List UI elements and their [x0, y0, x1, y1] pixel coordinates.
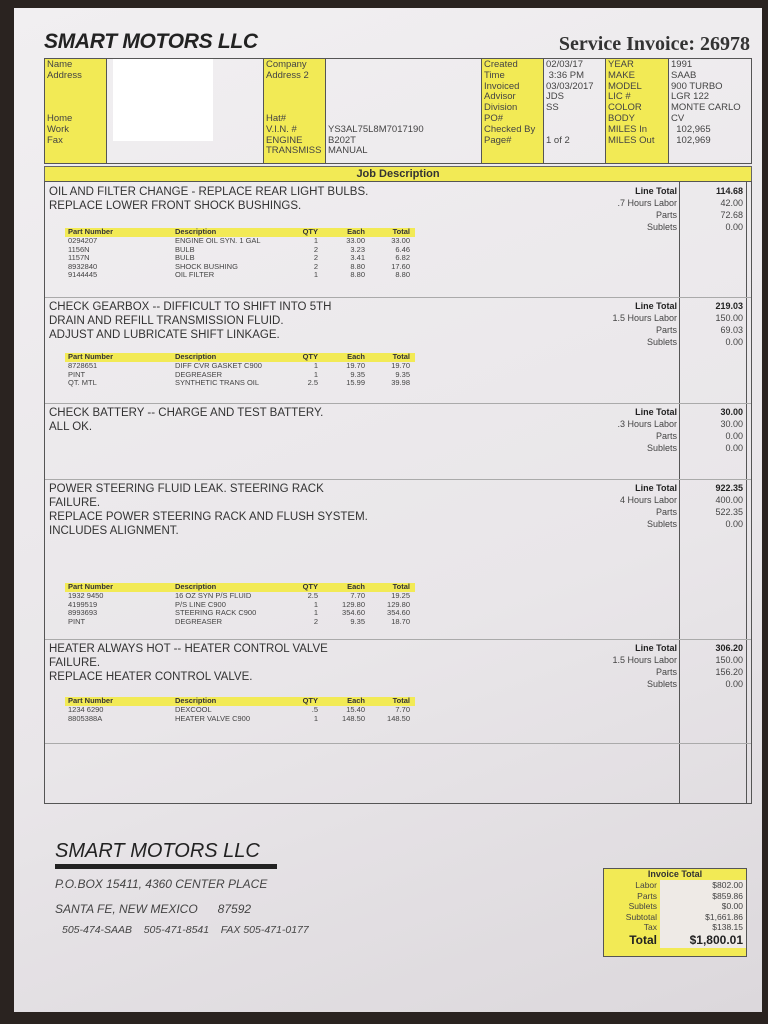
invoice-total-label: Subtotal	[625, 911, 657, 922]
parts-cell: 2	[313, 253, 318, 262]
parts-label: Parts	[655, 325, 677, 335]
line-total-label: Line Total	[635, 483, 677, 493]
sublets-label: Sublets	[646, 222, 677, 232]
field-value: CV	[671, 112, 685, 124]
labor-value: 42.00	[720, 198, 743, 208]
job-description-line: REPLACE LOWER FRONT SHOCK BUSHINGS.	[49, 200, 302, 212]
field-label: Advisor	[484, 91, 516, 103]
job-summary-labels	[545, 482, 677, 530]
field-value: 900 TURBO	[671, 80, 723, 92]
parts-label: Parts	[655, 210, 677, 220]
job-summary-labels	[545, 406, 677, 454]
job-description-line: CHECK GEARBOX -- DIFFICULT TO SHIFT INTO 5TH	[49, 301, 332, 313]
field-value	[328, 103, 479, 114]
parts-cell: 3.23	[350, 244, 365, 254]
job-description	[49, 642, 328, 684]
line-total-value: 30.00	[720, 407, 743, 417]
field-label	[47, 82, 104, 93]
field-label: ENGINE	[266, 134, 303, 146]
job-description-line: INCLUDES ALIGNMENT.	[49, 525, 179, 537]
job-list	[44, 181, 752, 804]
parts-cell: 1	[313, 608, 318, 617]
parts-cell: 8805388A	[68, 713, 103, 723]
field-label: Name	[47, 59, 73, 70]
parts-header-cell: Each	[347, 582, 365, 591]
field-value: 1991	[671, 59, 693, 70]
order-labels	[482, 59, 544, 163]
invoice-total-row	[604, 922, 746, 933]
job-summary-values	[681, 642, 743, 690]
parts-header-cell: Description	[175, 582, 217, 591]
parts-cell: QT. MTL	[68, 378, 97, 387]
parts-cell: 19.70	[391, 361, 410, 370]
field-value: YS3AL75L8M7017190	[328, 123, 424, 135]
parts-cell: 6.46	[395, 244, 410, 254]
field-value: LGR 122	[671, 91, 710, 103]
parts-header-cell: QTY	[302, 227, 318, 236]
parts-cell: DIFF CVR GASKET C900	[175, 361, 262, 370]
labor-value: 150.00	[715, 313, 743, 323]
job-summary-labels	[545, 185, 677, 233]
parts-cell: SYNTHETIC TRANS OIL	[175, 378, 260, 387]
field-label: YEAR	[608, 59, 634, 70]
field-label: PO#	[484, 112, 504, 124]
field-value: JDS	[546, 91, 564, 103]
invoice-total-row	[604, 880, 746, 891]
parts-cell: PINT	[68, 616, 86, 626]
parts-header-cell: Each	[347, 696, 365, 705]
parts-cell: 1	[313, 236, 318, 245]
parts-header-cell: Part Number	[68, 696, 114, 705]
field-label: BODY	[608, 112, 635, 124]
parts-cell: 8.80	[350, 270, 365, 279]
parts-value: 69.03	[720, 325, 743, 335]
parts-cell: 19.25	[391, 591, 410, 600]
field-value: B202T	[328, 134, 356, 146]
parts-cell: 7.70	[350, 591, 365, 600]
parts-header-cell: Description	[175, 696, 217, 705]
invoice-total-label: Labor	[635, 880, 657, 890]
invoice-total-row	[604, 891, 746, 902]
sublets-label: Sublets	[646, 337, 677, 347]
parts-cell: 1	[313, 369, 318, 379]
line-total-value: 219.03	[715, 301, 743, 311]
invoice-total-label: Parts	[637, 890, 657, 901]
field-label	[266, 92, 323, 103]
field-label: LIC #	[608, 91, 631, 103]
grand-total-label: Total	[629, 932, 657, 947]
footer-address-line1: P.O.BOX 15411, 4360 CENTER PLACE	[55, 877, 268, 891]
field-label: TRANSMISS	[266, 145, 322, 157]
parts-cell: BULB	[175, 244, 195, 254]
parts-cell: 129.80	[387, 599, 410, 609]
parts-cell: 19.70	[346, 361, 365, 370]
job-description	[49, 482, 368, 538]
parts-cell: DEXCOOL	[175, 705, 212, 714]
invoice-total-title: Invoice Total	[647, 869, 703, 879]
labor-hours-label: .3 Hours Labor	[617, 419, 677, 429]
parts-row	[65, 715, 415, 724]
parts-table	[65, 353, 415, 388]
field-value: 102,965	[671, 123, 711, 135]
job-summary-values	[681, 185, 743, 233]
field-value	[328, 82, 479, 93]
parts-cell: 2.5	[307, 378, 318, 387]
field-label: MILES In	[608, 123, 648, 135]
job-description-header: Job Description	[44, 166, 752, 182]
sublets-label: Sublets	[646, 519, 677, 529]
parts-value: 72.68	[720, 210, 743, 220]
field-value: MONTE CARLO	[671, 102, 741, 114]
labor-value: 30.00	[720, 419, 743, 429]
parts-cell: 15.40	[346, 705, 365, 714]
sublets-value: 0.00	[725, 443, 743, 453]
vehicle-values	[326, 59, 482, 163]
parts-header-cell: Part Number	[68, 352, 114, 361]
field-label: Address 2	[266, 69, 309, 81]
parts-header-cell: Part Number	[68, 227, 114, 236]
invoice-total-row	[604, 901, 746, 912]
parts-cell: 1	[313, 713, 318, 723]
parts-cell: 1157N	[68, 253, 90, 262]
job-summary-values	[681, 406, 743, 454]
company-name: SMART MOTORS LLC	[44, 30, 258, 53]
job-description-line: CHECK BATTERY -- CHARGE AND TEST BATTERY.	[49, 407, 324, 419]
parts-cell: 17.60	[391, 261, 410, 271]
parts-cell: 7.70	[395, 705, 410, 714]
job-description-line: FAILURE.	[49, 657, 101, 669]
invoice-grand-total-row	[604, 933, 746, 948]
invoice-total-label: Tax	[643, 922, 657, 932]
parts-cell: 39.98	[391, 378, 410, 387]
header-info-table	[44, 58, 752, 164]
invoice-total-row	[604, 912, 746, 923]
field-label: Page#	[484, 134, 512, 146]
parts-cell: 1	[313, 599, 318, 609]
field-value	[328, 92, 479, 103]
parts-cell: 9144445	[68, 270, 98, 279]
job-item	[45, 403, 751, 480]
job-summary-values	[681, 482, 743, 530]
parts-cell: PINT	[68, 369, 86, 379]
parts-row	[65, 618, 415, 627]
parts-table	[65, 697, 415, 723]
parts-cell: 18.70	[391, 616, 410, 626]
job-description-line: REPLACE HEATER CONTROL VALVE.	[49, 671, 253, 683]
field-value: 03/03/2017	[546, 80, 594, 92]
job-item	[45, 297, 751, 404]
field-label: COLOR	[608, 102, 642, 114]
line-total-label: Line Total	[635, 643, 677, 653]
job-description-line: ADJUST AND LUBRICATE SHIFT LINKAGE.	[49, 329, 280, 341]
parts-cell: 354.60	[387, 608, 410, 617]
field-value: SAAB	[671, 69, 697, 81]
parts-cell: 8932840	[68, 261, 98, 271]
field-label	[266, 82, 323, 93]
parts-cell: 15.99	[346, 378, 365, 387]
field-label: Fax	[47, 134, 63, 146]
field-value: 3:36 PM	[546, 69, 585, 81]
parts-label: Parts	[655, 667, 677, 677]
field-label: Home	[47, 112, 73, 124]
labor-hours-label: 1.5 Hours Labor	[612, 313, 677, 323]
field-label: Created	[484, 59, 518, 70]
parts-cell: 9.35	[350, 369, 365, 379]
labor-hours-label: .7 Hours Labor	[617, 198, 677, 208]
line-total-value: 306.20	[715, 643, 743, 653]
parts-label: Parts	[655, 431, 677, 441]
field-value: 02/03/17	[546, 59, 583, 70]
sublets-label: Sublets	[646, 443, 677, 453]
field-value: MANUAL	[328, 145, 368, 157]
parts-header-cell: Each	[347, 227, 365, 236]
sublets-value: 0.00	[725, 679, 743, 689]
footer-underline	[55, 864, 277, 869]
sublets-value: 0.00	[725, 519, 743, 529]
field-label: Company	[266, 59, 307, 70]
job-description-line: HEATER ALWAYS HOT -- HEATER CONTROL VALVE	[49, 643, 328, 655]
job-description	[49, 300, 331, 342]
parts-header-cell: Total	[392, 352, 410, 361]
parts-cell: 2	[313, 261, 318, 271]
parts-row	[65, 271, 415, 280]
car-labels	[606, 59, 669, 163]
field-value: 102,969	[671, 134, 711, 146]
parts-cell: 9.35	[395, 369, 410, 379]
parts-cell: 354.60	[342, 608, 365, 617]
labor-value: 400.00	[715, 495, 743, 505]
parts-cell: 6.82	[395, 253, 410, 262]
parts-cell: .5	[311, 705, 318, 714]
invoice-total-value: $859.86	[660, 891, 746, 902]
parts-row	[65, 379, 415, 388]
vehicle-labels	[264, 59, 326, 163]
parts-cell: 1156N	[68, 244, 90, 254]
field-label: Address	[47, 69, 82, 81]
line-total-value: 922.35	[715, 483, 743, 493]
field-label: Hat#	[266, 112, 287, 124]
parts-value: 522.35	[715, 507, 743, 517]
job-description-line: DRAIN AND REFILL TRANSMISSION FLUID.	[49, 315, 284, 327]
parts-cell: 8.80	[395, 270, 410, 279]
parts-cell: 148.50	[342, 713, 365, 723]
parts-cell: HEATER VALVE C900	[175, 713, 251, 723]
customer-values	[107, 59, 264, 163]
job-item	[45, 182, 751, 298]
parts-cell: OIL FILTER	[175, 270, 215, 279]
field-label: Time	[484, 69, 505, 81]
parts-cell: 4199519	[68, 599, 98, 609]
field-label: Invoiced	[484, 80, 520, 92]
line-total-value: 114.68	[715, 186, 743, 196]
parts-cell: 33.00	[346, 236, 365, 245]
job-description-line: OIL AND FILTER CHANGE - REPLACE REAR LIGHT BULBS.	[49, 186, 369, 198]
parts-cell: 2	[313, 244, 318, 254]
car-values	[669, 59, 751, 163]
sublets-value: 0.00	[725, 222, 743, 232]
footer-company-name: SMART MOTORS LLC	[55, 840, 260, 862]
footer-address-line2: SANTA FE, NEW MEXICO 87592	[55, 902, 252, 916]
invoice-total-value: $802.00	[660, 880, 746, 891]
field-label	[47, 92, 104, 103]
field-label: MILES Out	[608, 134, 655, 146]
invoice-total-box	[603, 868, 747, 957]
order-values	[544, 59, 606, 163]
sublets-label: Sublets	[646, 679, 677, 689]
field-value	[328, 60, 479, 71]
job-item	[45, 639, 751, 744]
parts-cell: 129.80	[342, 599, 365, 609]
labor-hours-label: 4 Hours Labor	[619, 495, 677, 505]
redacted-area	[113, 59, 213, 141]
parts-cell: 2.5	[307, 591, 318, 600]
field-value: SS	[546, 102, 559, 114]
parts-cell: 2	[313, 616, 318, 626]
labor-value: 150.00	[715, 655, 743, 665]
parts-value: 0.00	[725, 431, 743, 441]
parts-cell: 3.41	[350, 253, 365, 262]
field-value: 1 of 2	[546, 134, 570, 146]
labor-hours-label: 1.5 Hours Labor	[612, 655, 677, 665]
line-total-label: Line Total	[635, 186, 677, 196]
parts-header-cell: Total	[392, 582, 410, 591]
field-label: MODEL	[608, 80, 642, 92]
parts-cell: 8.80	[350, 261, 365, 271]
parts-header-cell: Description	[175, 227, 217, 236]
parts-cell: 9.35	[350, 616, 365, 626]
field-label: Division	[484, 102, 518, 114]
job-description	[49, 185, 368, 213]
job-summary-labels	[545, 300, 677, 348]
invoice-total-value: $0.00	[660, 901, 746, 912]
invoice-page	[14, 8, 762, 1012]
invoice-title: Service Invoice: 26978	[558, 33, 750, 55]
field-label: MAKE	[608, 69, 635, 81]
field-label: Work	[47, 123, 69, 135]
footer-phones: 505-474-SAAB 505-471-8541 FAX 505-471-0177	[62, 924, 309, 936]
parts-cell: 33.00	[391, 236, 410, 245]
parts-header-cell: Part Number	[68, 582, 114, 591]
grand-total-value: $1,800.01	[660, 933, 746, 948]
parts-table	[65, 228, 415, 280]
line-total-label: Line Total	[635, 301, 677, 311]
job-description-line: POWER STEERING FLUID LEAK. STEERING RACK	[49, 483, 324, 495]
parts-header-cell: Each	[347, 352, 365, 361]
parts-cell: BULB	[175, 253, 195, 262]
parts-cell: DEGREASER	[175, 369, 223, 379]
parts-cell: 8728651	[68, 361, 98, 370]
parts-cell: ENGINE OIL SYN. 1 GAL	[175, 236, 261, 245]
parts-cell: SHOCK BUSHING	[175, 261, 238, 271]
job-description-line: ALL OK.	[49, 421, 93, 433]
parts-cell: 1	[313, 361, 318, 370]
job-item	[45, 479, 751, 640]
parts-cell: 148.50	[387, 713, 410, 723]
parts-table	[65, 583, 415, 626]
customer-labels	[45, 59, 107, 163]
parts-header-cell: QTY	[302, 696, 318, 705]
job-summary-labels	[545, 642, 677, 690]
sublets-value: 0.00	[725, 337, 743, 347]
line-total-label: Line Total	[635, 407, 677, 417]
job-description-line: FAILURE.	[49, 497, 101, 509]
job-description-line: REPLACE POWER STEERING RACK AND FLUSH SYSTEM.	[49, 511, 368, 523]
invoice-total-value: $138.15	[660, 922, 746, 933]
field-value	[546, 114, 603, 125]
parts-cell: STEERING RACK C900	[175, 608, 257, 617]
parts-cell: P/S LINE C900	[175, 599, 226, 609]
job-summary-values	[681, 300, 743, 348]
invoice-total-value: $1,661.86	[660, 912, 746, 923]
parts-header-cell: QTY	[302, 582, 318, 591]
field-value	[328, 71, 479, 82]
field-label: V.I.N. #	[266, 123, 297, 135]
parts-cell: 1234 6290	[68, 705, 104, 714]
field-label: Checked By	[484, 123, 536, 135]
field-value	[546, 125, 603, 136]
parts-cell: 8993693	[68, 608, 98, 617]
parts-cell: 1	[313, 270, 318, 279]
parts-cell: 0294207	[68, 236, 98, 245]
parts-header-cell: Total	[392, 696, 410, 705]
parts-value: 156.20	[715, 667, 743, 677]
parts-cell: 16 OZ SYN P/S FLUID	[175, 591, 252, 600]
parts-header-cell: Total	[392, 227, 410, 236]
parts-header-cell: Description	[175, 352, 217, 361]
parts-header-cell: QTY	[302, 352, 318, 361]
parts-cell: 1932 9450	[68, 591, 104, 600]
invoice-total-label: Sublets	[628, 901, 657, 911]
parts-cell: DEGREASER	[175, 616, 223, 626]
parts-label: Parts	[655, 507, 677, 517]
job-description	[49, 406, 323, 434]
